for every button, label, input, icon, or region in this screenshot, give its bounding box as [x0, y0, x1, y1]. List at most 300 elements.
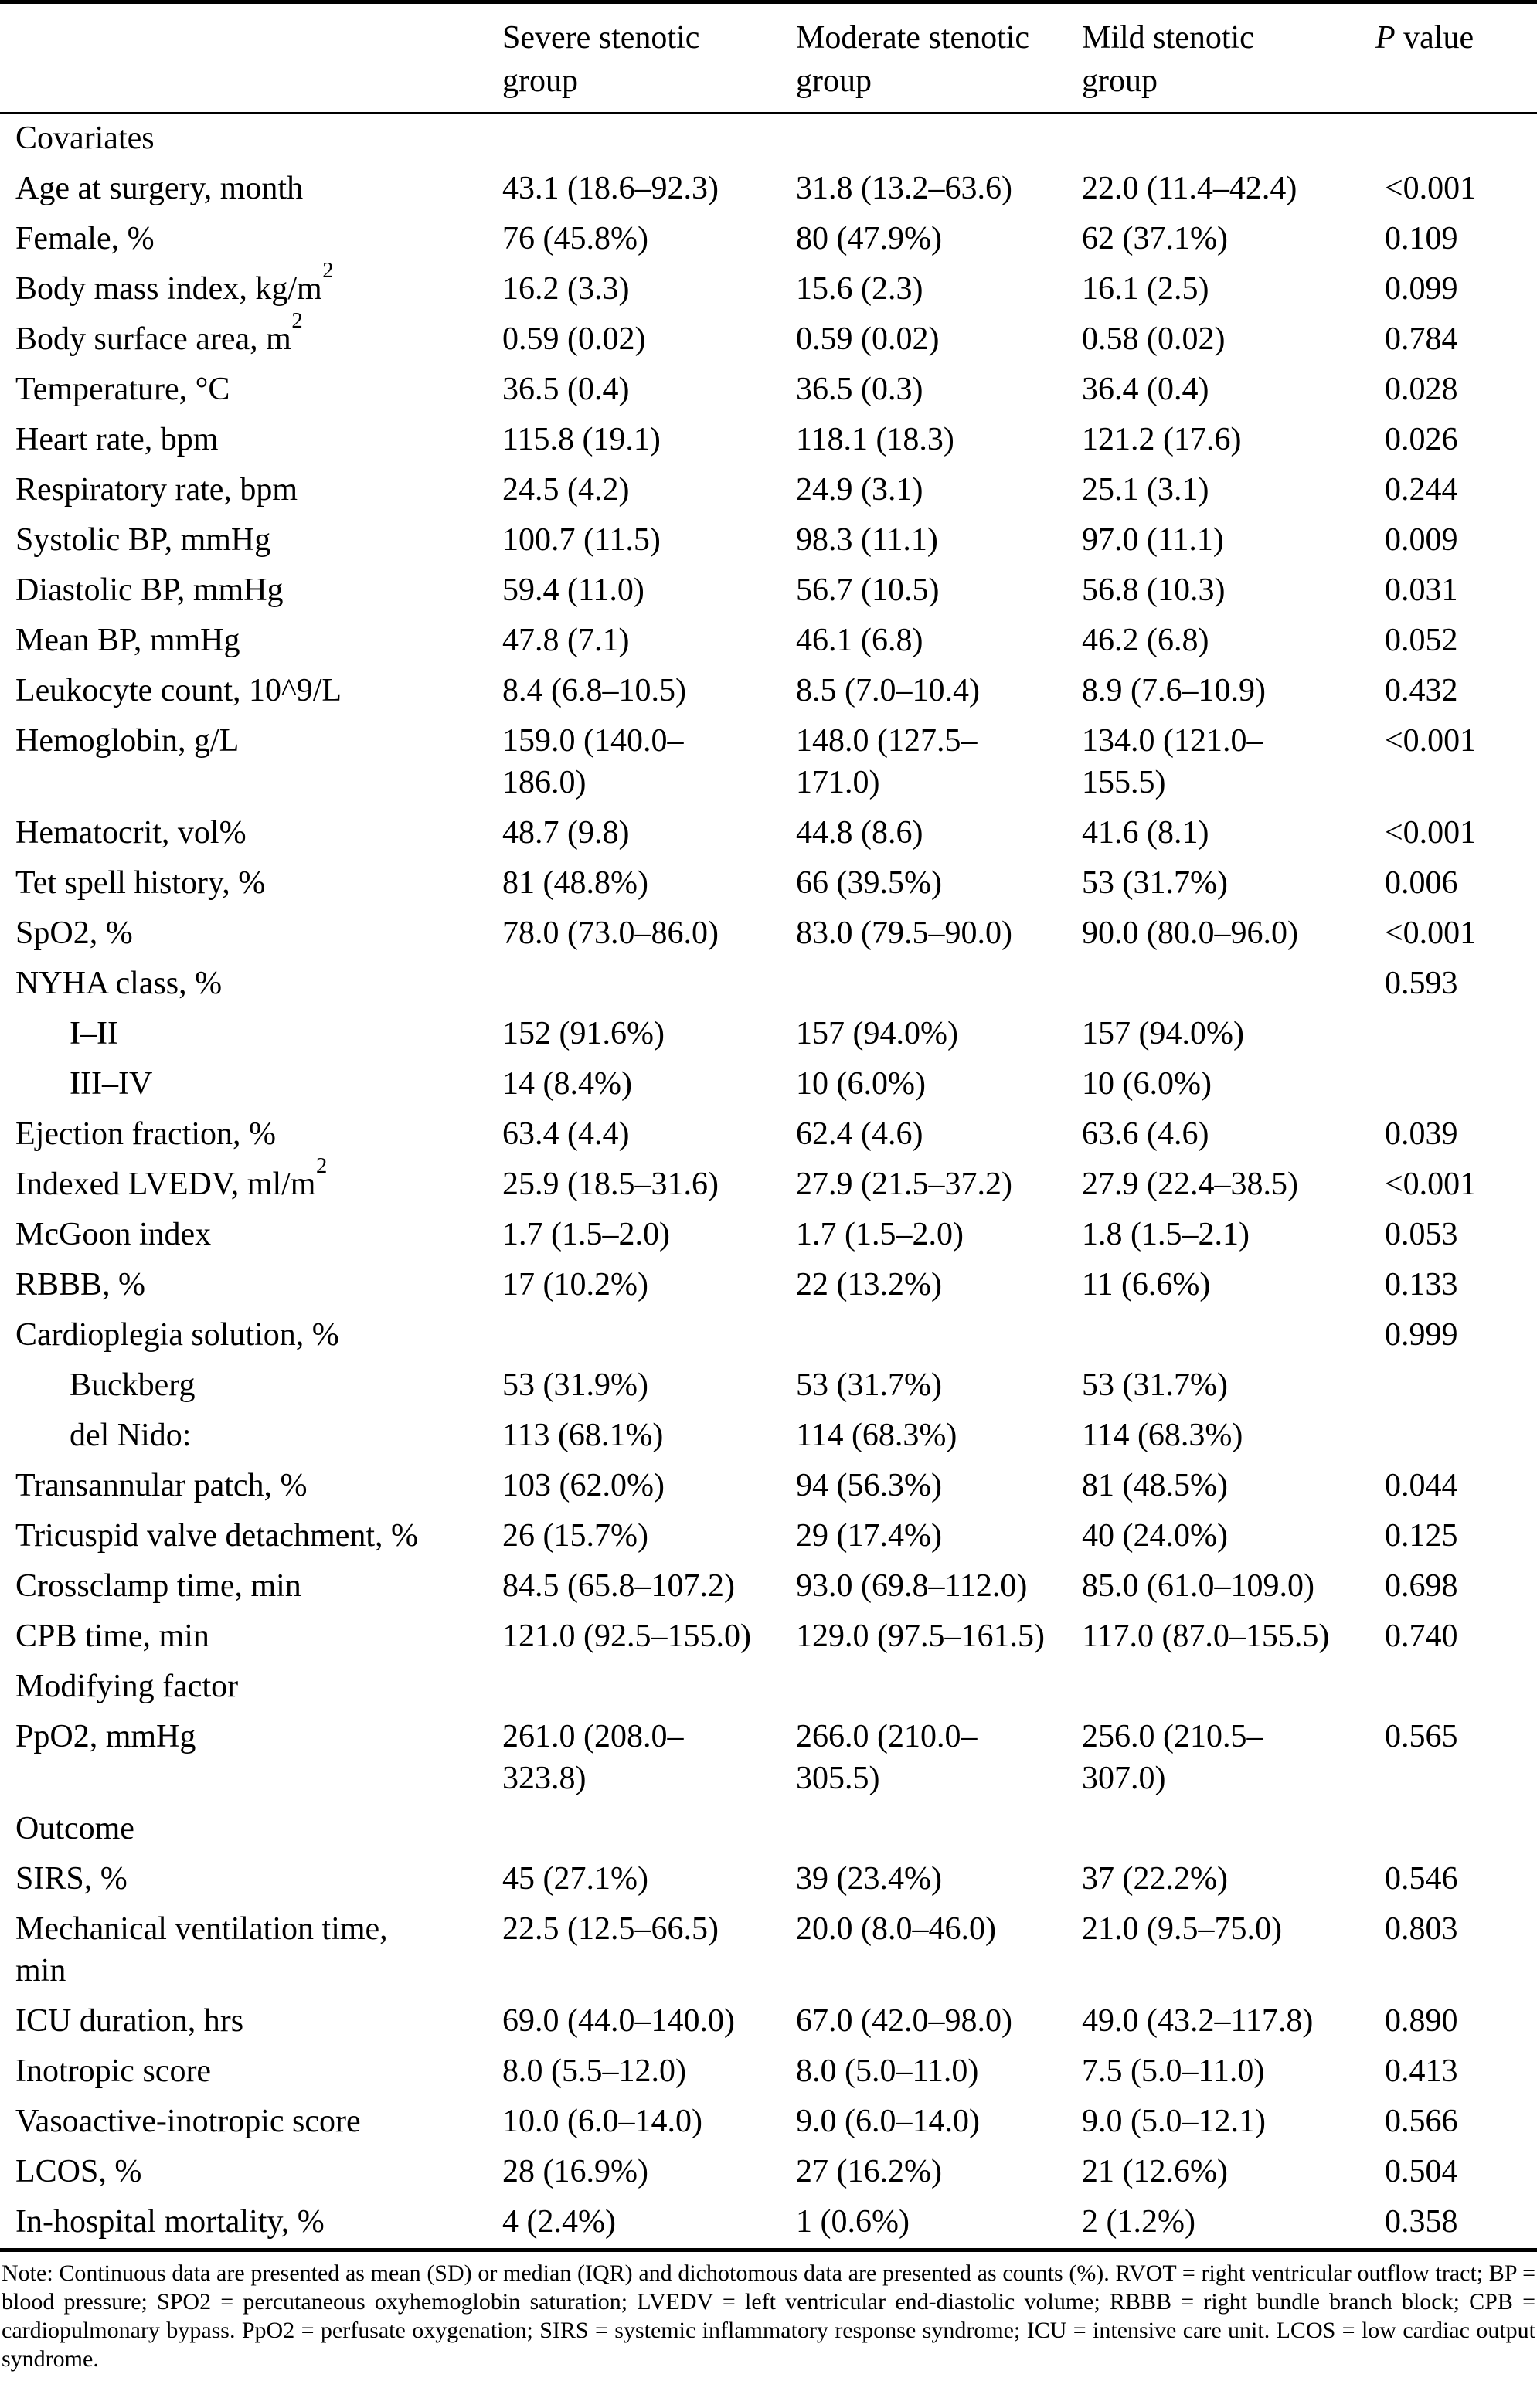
table-row	[0, 1805, 1537, 1855]
row-label-cell	[0, 1663, 502, 1713]
p-value-cell: <0.001	[1385, 915, 1477, 951]
table-row	[0, 1060, 1537, 1110]
value-cell-mild: 22.0 (11.4–42.4)	[1082, 171, 1297, 206]
table-row	[0, 616, 1537, 667]
value-cell-mild: 53 (31.7%)	[1082, 865, 1228, 901]
value-cell-severe: 17 (10.2%)	[502, 1267, 648, 1302]
value-cell-mild	[1082, 959, 1375, 1010]
value-cell-mild	[1082, 114, 1375, 165]
value-cell-moderate: 94 (56.3%)	[796, 1468, 942, 1503]
p-value-cell	[1375, 1663, 1537, 1713]
value-cell-moderate: 98.3 (11.1)	[796, 522, 938, 558]
value-cell-severe: 100.7 (11.5)	[502, 522, 661, 558]
row-label-cell	[0, 959, 502, 1010]
value-cell-moderate: 0.59 (0.02)	[796, 321, 940, 357]
table-row	[0, 215, 1537, 265]
row-label-text: Heart rate, bpm	[15, 422, 219, 457]
row-label-text: RBBB, %	[15, 1267, 146, 1302]
p-value-cell	[1375, 1010, 1537, 1060]
value-cell-severe: 45 (27.1%)	[502, 1861, 648, 1897]
header-cell-severe-group	[502, 2, 796, 114]
value-cell-moderate: 20.0 (8.0–46.0)	[796, 1911, 996, 1947]
row-label-text: Age at surgery, month	[15, 171, 304, 206]
value-cell-severe: 59.4 (11.0)	[502, 572, 644, 608]
value-cell-moderate	[796, 114, 1082, 165]
value-cell-mild: 56.8 (10.3)	[1082, 572, 1226, 608]
value-cell-mild: 157 (94.0%)	[1082, 1016, 1244, 1051]
p-value-cell: 0.244	[1385, 472, 1458, 508]
value-cell-severe: 28 (16.9%)	[502, 2154, 648, 2189]
value-cell-mild: 25.1 (3.1)	[1082, 472, 1209, 508]
value-cell-mild: 8.9 (7.6–10.9)	[1082, 673, 1266, 708]
table-row	[0, 1211, 1537, 1261]
value-cell-mild: 37 (22.2%)	[1082, 1861, 1228, 1897]
table-row	[0, 1713, 1537, 1805]
table-row	[0, 1361, 1537, 1411]
table-row	[0, 1905, 1537, 1997]
p-value-cell: 0.566	[1385, 2104, 1458, 2139]
value-cell-mild: 63.6 (4.6)	[1082, 1116, 1209, 1152]
row-label-text: Hemoglobin, g/L	[15, 723, 240, 759]
value-cell-moderate: 114 (68.3%)	[796, 1418, 957, 1453]
value-cell-severe: 43.1 (18.6–92.3)	[502, 171, 719, 206]
row-label-text: Ejection fraction, %	[15, 1116, 277, 1152]
value-cell-moderate: 8.5 (7.0–10.4)	[796, 673, 980, 708]
row-label-cell	[0, 2148, 502, 2198]
row-label-text: Female, %	[15, 221, 155, 256]
value-cell-severe	[502, 959, 796, 1010]
value-cell-severe: 115.8 (19.1)	[502, 422, 661, 457]
header-severe-line1: Severe stenotic	[502, 20, 700, 56]
row-label-cell	[0, 1562, 502, 1612]
table-row	[0, 717, 1537, 809]
row-label-superscript: 2	[316, 1154, 328, 1179]
p-value-cell	[1375, 1060, 1537, 1110]
table-header	[0, 2, 1537, 114]
value-cell-mild: 97.0 (11.1)	[1082, 522, 1224, 558]
header-severe-line2: group	[502, 63, 578, 99]
p-value-cell: 0.125	[1385, 1518, 1458, 1554]
value-cell-severe: 1.7 (1.5–2.0)	[502, 1217, 670, 1252]
p-value-cell	[1375, 1411, 1537, 1462]
value-cell-mild: 121.2 (17.6)	[1082, 422, 1242, 457]
value-cell-mild: 7.5 (5.0–11.0)	[1082, 2053, 1265, 2089]
value-cell-moderate: 129.0 (97.5–161.5)	[796, 1618, 1045, 1654]
value-cell-moderate: 39 (23.4%)	[796, 1861, 942, 1897]
value-cell-mild: 46.2 (6.8)	[1082, 623, 1209, 658]
p-value-cell: 0.044	[1385, 1468, 1458, 1503]
row-label-text: III–IV	[70, 1066, 153, 1102]
value-cell-severe	[502, 1311, 796, 1361]
row-label-cell	[0, 566, 502, 616]
p-value-cell: 0.803	[1385, 1911, 1458, 1947]
p-value-cell: 0.039	[1385, 1116, 1458, 1152]
value-cell-moderate: 1.7 (1.5–2.0)	[796, 1217, 964, 1252]
value-cell-mild	[1082, 1805, 1375, 1855]
p-value-cell: 0.890	[1385, 2003, 1458, 2039]
p-value-cell	[1375, 114, 1537, 165]
value-cell-severe: 8.0 (5.5–12.0)	[502, 2053, 686, 2089]
row-label-cell	[0, 1805, 502, 1855]
table-row	[0, 416, 1537, 466]
value-cell-moderate: 27 (16.2%)	[796, 2154, 942, 2189]
value-cell-mild: 114 (68.3%)	[1082, 1418, 1243, 1453]
p-value-cell: 0.504	[1385, 2154, 1458, 2189]
table-row	[0, 809, 1537, 859]
value-cell-moderate: 44.8 (8.6)	[796, 815, 923, 851]
row-label-text: Hematocrit, vol%	[15, 815, 247, 851]
table-row	[0, 1997, 1537, 2047]
row-label-text: Mechanical ventilation time, min	[15, 1911, 388, 1989]
row-label-cell	[0, 309, 502, 365]
value-cell-severe: 152 (91.6%)	[502, 1016, 665, 1051]
table-row	[0, 114, 1537, 165]
value-cell-severe	[502, 114, 796, 165]
table-row	[0, 1110, 1537, 1160]
p-value-cell: 0.784	[1385, 321, 1458, 357]
table-row	[0, 516, 1537, 566]
table-row	[0, 1261, 1537, 1311]
table-row	[0, 165, 1537, 215]
value-cell-mild: 41.6 (8.1)	[1082, 815, 1209, 851]
value-cell-severe: 22.5 (12.5–66.5)	[502, 1911, 719, 1947]
value-cell-moderate	[796, 959, 1082, 1010]
row-label-cell	[0, 215, 502, 265]
row-label-text: Transannular patch, %	[15, 1468, 308, 1503]
value-cell-moderate: 9.0 (6.0–14.0)	[796, 2104, 980, 2139]
table-row	[0, 859, 1537, 909]
value-cell-moderate: 66 (39.5%)	[796, 865, 942, 901]
header-cell-moderate-group	[796, 2, 1082, 114]
row-label-text: Tet spell history, %	[15, 865, 266, 901]
value-cell-mild: 21.0 (9.5–75.0)	[1082, 1911, 1282, 1947]
table-row	[0, 1010, 1537, 1060]
value-cell-mild: 9.0 (5.0–12.1)	[1082, 2104, 1266, 2139]
value-cell-mild: 11 (6.6%)	[1082, 1267, 1211, 1302]
value-cell-moderate: 36.5 (0.3)	[796, 372, 923, 407]
value-cell-severe	[502, 1805, 796, 1855]
value-cell-severe: 78.0 (73.0–86.0)	[502, 915, 719, 951]
p-value-rest: value	[1403, 20, 1474, 56]
p-value-cell: 0.053	[1385, 1217, 1458, 1252]
row-label-cell	[0, 616, 502, 667]
p-value-cell: 0.052	[1385, 623, 1458, 658]
header-cell-mild-group	[1082, 2, 1375, 114]
row-label-cell	[0, 466, 502, 516]
table-row	[0, 1512, 1537, 1562]
row-label-text: SpO2, %	[15, 915, 133, 951]
table-row	[0, 2148, 1537, 2198]
row-label-superscript: 2	[291, 309, 303, 334]
table-row	[0, 365, 1537, 416]
table-row	[0, 1160, 1537, 1211]
row-label-cell	[0, 1261, 502, 1311]
p-value-cell: <0.001	[1385, 815, 1477, 851]
table-footnote: Note: Continuous data are presented as mean (SD) or median (IQR) and dichotomous data are presented as counts (%). RVOT = right ventricular outflow tract; BP = blood pressure; SPO2 = percutaneous oxyhemoglobin saturation; LVEDV = left ventricular end-diastolic volume; RBBB = right bundle branch block; CPB = cardiopulmonary bypass. PpO2 = perfusate oxygenation; SIRS = systemic inflammatory response syndrome; ICU = intensive care unit. LCOS = low cardiac output syndrome.	[2, 2260, 1535, 2372]
row-label-text: Buckberg	[70, 1367, 196, 1403]
p-value-cell: <0.001	[1385, 723, 1477, 759]
table-row	[0, 2198, 1537, 2250]
value-cell-moderate: 31.8 (13.2–63.6)	[796, 171, 1012, 206]
row-label-cell	[0, 2047, 502, 2097]
value-cell-moderate: 56.7 (10.5)	[796, 572, 940, 608]
row-label-cell	[0, 1154, 502, 1211]
row-label-text: Body mass index, kg/m	[15, 271, 322, 307]
value-cell-severe: 63.4 (4.4)	[502, 1116, 630, 1152]
row-label-text: Inotropic score	[15, 2053, 212, 2089]
row-label-cell	[0, 1713, 502, 1805]
value-cell-mild: 53 (31.7%)	[1082, 1367, 1228, 1403]
row-label-text: ICU duration, hrs	[15, 2003, 244, 2039]
p-value-cell: 0.031	[1385, 572, 1458, 608]
row-label-cell	[0, 1311, 502, 1361]
value-cell-mild: 81 (48.5%)	[1082, 1468, 1228, 1503]
value-cell-moderate: 46.1 (6.8)	[796, 623, 923, 658]
header-mild-line2: group	[1082, 63, 1158, 99]
row-label-cell	[0, 1905, 502, 1997]
value-cell-mild	[1082, 1663, 1375, 1713]
value-cell-severe: 0.59 (0.02)	[502, 321, 646, 357]
row-label-text: Temperature, °C	[15, 372, 230, 407]
row-label-cell	[0, 1411, 502, 1462]
row-label-text: McGoon index	[15, 1217, 212, 1252]
header-row	[0, 2, 1537, 114]
p-value-cell	[1375, 1361, 1537, 1411]
value-cell-severe: 24.5 (4.2)	[502, 472, 630, 508]
table-body	[0, 114, 1537, 2250]
row-label-text: LCOS, %	[15, 2154, 142, 2189]
row-label-text: CPB time, min	[15, 1618, 209, 1654]
row-label-cell	[0, 1855, 502, 1905]
value-cell-mild: 134.0 (121.0–155.5)	[1082, 723, 1263, 800]
value-cell-mild: 36.4 (0.4)	[1082, 372, 1209, 407]
p-value-cell: 0.546	[1385, 1861, 1458, 1897]
header-moderate-line2: group	[796, 63, 872, 99]
table-row	[0, 959, 1537, 1010]
table-row	[0, 466, 1537, 516]
row-label-cell	[0, 809, 502, 859]
row-label-text: Mean BP, mmHg	[15, 623, 240, 658]
value-cell-severe: 25.9 (18.5–31.6)	[502, 1167, 719, 1202]
value-cell-mild	[1082, 1311, 1375, 1361]
p-value-cell: 0.432	[1385, 673, 1458, 708]
value-cell-moderate: 24.9 (3.1)	[796, 472, 923, 508]
value-cell-severe: 261.0 (208.0–323.8)	[502, 1719, 684, 1796]
row-label-cell	[0, 1060, 502, 1110]
row-label-text: In-hospital mortality, %	[15, 2204, 325, 2240]
p-value-cell: 0.133	[1385, 1267, 1458, 1302]
value-cell-moderate: 157 (94.0%)	[796, 1016, 958, 1051]
table-row	[0, 1462, 1537, 1512]
row-label-text: Cardioplegia solution, %	[15, 1317, 339, 1353]
row-label-text: Crossclamp time, min	[15, 1568, 301, 1604]
p-value-cell: 0.999	[1385, 1317, 1458, 1353]
table-row	[0, 909, 1537, 959]
value-cell-mild: 90.0 (80.0–96.0)	[1082, 915, 1298, 951]
value-cell-severe: 10.0 (6.0–14.0)	[502, 2104, 702, 2139]
value-cell-moderate: 8.0 (5.0–11.0)	[796, 2053, 979, 2089]
value-cell-mild: 40 (24.0%)	[1082, 1518, 1228, 1554]
row-label-text: Systolic BP, mmHg	[15, 522, 271, 558]
header-cell-empty	[0, 2, 502, 114]
row-label-cell	[0, 1211, 502, 1261]
table-row	[0, 1855, 1537, 1905]
row-label-text: I–II	[70, 1016, 118, 1051]
p-value-cell: 0.006	[1385, 865, 1458, 901]
row-label-text: Diastolic BP, mmHg	[15, 572, 284, 608]
row-label-cell	[0, 165, 502, 215]
value-cell-severe: 36.5 (0.4)	[502, 372, 630, 407]
row-label-cell	[0, 516, 502, 566]
table-row	[0, 315, 1537, 365]
table-row	[0, 1663, 1537, 1713]
row-label-cell	[0, 259, 502, 315]
value-cell-severe: 16.2 (3.3)	[502, 271, 630, 307]
value-cell-severe: 26 (15.7%)	[502, 1518, 648, 1554]
row-label-cell	[0, 1512, 502, 1562]
value-cell-moderate: 1 (0.6%)	[796, 2204, 910, 2240]
table-row	[0, 2047, 1537, 2097]
row-label-text: Respiratory rate, bpm	[15, 472, 298, 508]
value-cell-mild: 117.0 (87.0–155.5)	[1082, 1618, 1330, 1654]
row-label-text: SIRS, %	[15, 1861, 128, 1897]
row-label-cell	[0, 365, 502, 416]
value-cell-moderate: 83.0 (79.5–90.0)	[796, 915, 1012, 951]
row-label-cell	[0, 416, 502, 466]
p-value-cell	[1375, 1805, 1537, 1855]
value-cell-mild: 27.9 (22.4–38.5)	[1082, 1167, 1298, 1202]
value-cell-mild: 0.58 (0.02)	[1082, 321, 1226, 357]
value-cell-severe: 69.0 (44.0–140.0)	[502, 2003, 735, 2039]
row-label-text: del Nido:	[70, 1418, 192, 1453]
value-cell-severe: 113 (68.1%)	[502, 1418, 664, 1453]
row-label-cell	[0, 114, 502, 165]
value-cell-mild: 16.1 (2.5)	[1082, 271, 1209, 307]
value-cell-mild: 49.0 (43.2–117.8)	[1082, 2003, 1314, 2039]
table-row	[0, 265, 1537, 315]
value-cell-moderate: 22 (13.2%)	[796, 1267, 942, 1302]
row-label-text: Vasoactive-inotropic score	[15, 2104, 361, 2139]
row-label-cell	[0, 2198, 502, 2250]
value-cell-moderate: 266.0 (210.0–305.5)	[796, 1719, 978, 1796]
table-row	[0, 2097, 1537, 2148]
value-cell-mild: 256.0 (210.5–307.0)	[1082, 1719, 1263, 1796]
p-value-cell: 0.565	[1385, 1719, 1458, 1754]
row-label-cell	[0, 1010, 502, 1060]
value-cell-mild: 85.0 (61.0–109.0)	[1082, 1568, 1314, 1604]
table-row	[0, 1311, 1537, 1361]
value-cell-severe: 76 (45.8%)	[502, 221, 648, 256]
row-label-cell	[0, 2097, 502, 2148]
p-value-cell: 0.698	[1385, 1568, 1458, 1604]
value-cell-severe: 4 (2.4%)	[502, 2204, 616, 2240]
row-label-text: Outcome	[15, 1811, 134, 1846]
value-cell-severe: 84.5 (65.8–107.2)	[502, 1568, 735, 1604]
row-label-cell	[0, 1997, 502, 2047]
p-value-cell: <0.001	[1385, 171, 1477, 206]
value-cell-moderate: 53 (31.7%)	[796, 1367, 942, 1403]
row-label-cell	[0, 1361, 502, 1411]
p-value-cell: 0.358	[1385, 2204, 1458, 2240]
value-cell-severe: 121.0 (92.5–155.0)	[502, 1618, 751, 1654]
value-cell-moderate: 15.6 (2.3)	[796, 271, 923, 307]
row-label-text: Modifying factor	[15, 1669, 239, 1704]
p-value-cell: <0.001	[1385, 1167, 1477, 1202]
value-cell-severe: 103 (62.0%)	[502, 1468, 665, 1503]
row-label-text: NYHA class, %	[15, 966, 223, 1001]
table-row	[0, 667, 1537, 717]
value-cell-mild: 21 (12.6%)	[1082, 2154, 1228, 2189]
p-value-cell: 0.009	[1385, 522, 1458, 558]
value-cell-mild: 62 (37.1%)	[1082, 221, 1228, 256]
value-cell-moderate	[796, 1805, 1082, 1855]
p-value-italic-p: P	[1375, 20, 1396, 56]
table-row	[0, 1612, 1537, 1663]
p-value-cell: 0.109	[1385, 221, 1458, 256]
row-label-cell	[0, 717, 502, 809]
p-value-cell: 0.028	[1385, 372, 1458, 407]
table-row	[0, 566, 1537, 616]
p-value-cell: 0.740	[1385, 1618, 1458, 1654]
p-value-cell: 0.413	[1385, 2053, 1458, 2089]
value-cell-moderate: 80 (47.9%)	[796, 221, 942, 256]
row-label-text: Indexed LVEDV, ml/m	[15, 1167, 316, 1202]
header-cell-p-value	[1375, 2, 1537, 114]
value-cell-moderate	[796, 1311, 1082, 1361]
header-mild-line1: Mild stenotic	[1082, 20, 1254, 56]
p-value-cell: 0.099	[1385, 271, 1458, 307]
header-moderate-line1: Moderate stenotic	[796, 20, 1030, 56]
value-cell-moderate: 67.0 (42.0–98.0)	[796, 2003, 1012, 2039]
value-cell-mild: 10 (6.0%)	[1082, 1066, 1212, 1102]
value-cell-severe: 48.7 (9.8)	[502, 815, 630, 851]
row-label-text: Tricuspid valve detachment, %	[15, 1518, 419, 1554]
value-cell-moderate: 93.0 (69.8–112.0)	[796, 1568, 1028, 1604]
value-cell-severe: 81 (48.8%)	[502, 865, 648, 901]
table-row	[0, 1411, 1537, 1462]
value-cell-mild: 1.8 (1.5–2.1)	[1082, 1217, 1250, 1252]
value-cell-moderate: 62.4 (4.6)	[796, 1116, 923, 1152]
value-cell-moderate: 29 (17.4%)	[796, 1518, 942, 1554]
table-row	[0, 1562, 1537, 1612]
row-label-cell	[0, 667, 502, 717]
row-label-text: PpO2, mmHg	[15, 1719, 196, 1754]
value-cell-severe: 47.8 (7.1)	[502, 623, 630, 658]
value-cell-severe	[502, 1663, 796, 1713]
row-label-text: Leukocyte count, 10^9/L	[15, 673, 342, 708]
row-label-cell	[0, 859, 502, 909]
p-value-cell: 0.593	[1385, 966, 1458, 1001]
value-cell-mild: 2 (1.2%)	[1082, 2204, 1195, 2240]
value-cell-severe: 14 (8.4%)	[502, 1066, 632, 1102]
row-label-text: Body surface area, m	[15, 321, 291, 357]
value-cell-moderate: 118.1 (18.3)	[796, 422, 954, 457]
p-value-cell: 0.026	[1385, 422, 1458, 457]
row-label-text: Covariates	[15, 121, 155, 156]
row-label-cell	[0, 1110, 502, 1160]
value-cell-severe: 159.0 (140.0–186.0)	[502, 723, 684, 800]
row-label-cell	[0, 909, 502, 959]
row-label-superscript: 2	[322, 259, 334, 284]
value-cell-moderate: 10 (6.0%)	[796, 1066, 926, 1102]
value-cell-moderate: 27.9 (21.5–37.2)	[796, 1167, 1012, 1202]
row-label-cell	[0, 1612, 502, 1663]
value-cell-severe: 8.4 (6.8–10.5)	[502, 673, 686, 708]
value-cell-moderate: 148.0 (127.5–171.0)	[796, 723, 978, 800]
value-cell-severe: 53 (31.9%)	[502, 1367, 648, 1403]
value-cell-moderate	[796, 1663, 1082, 1713]
row-label-cell	[0, 1462, 502, 1512]
